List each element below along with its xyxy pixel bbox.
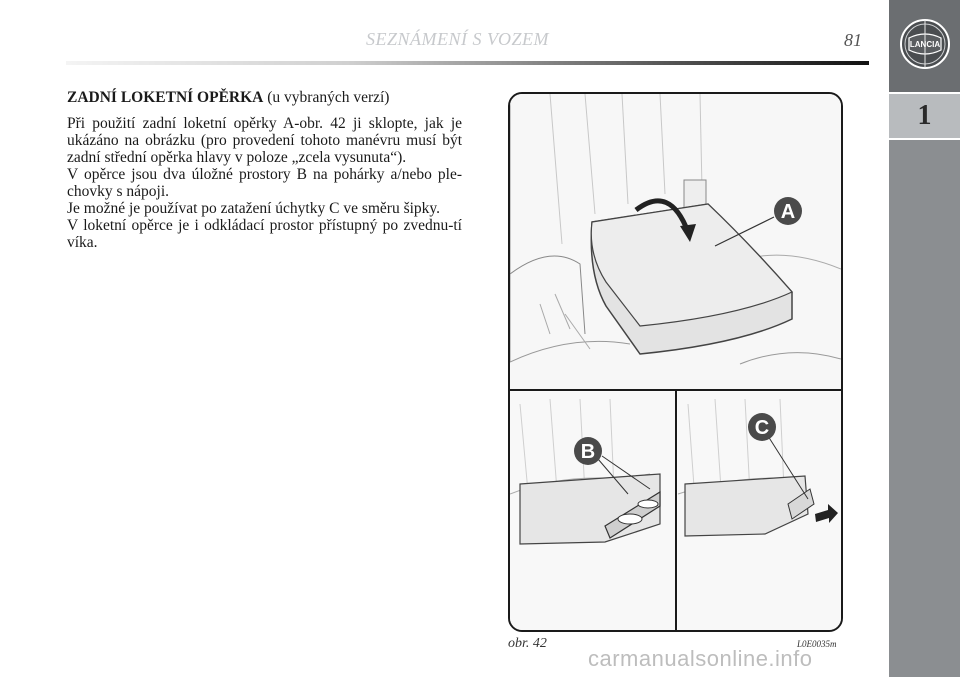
svg-text:B: B xyxy=(580,441,596,463)
svg-text:LANCIA: LANCIA xyxy=(909,40,941,49)
header-divider xyxy=(66,61,869,65)
svg-text:A: A xyxy=(780,201,796,223)
chapter-side-tab xyxy=(889,0,960,677)
figure-illustration xyxy=(508,92,843,632)
paragraph: Při použití zadní loketní opěrky A-obr. 42 ji sklopte, jak je ukázáno na obrázku (pro provedení tohoto manévru musí být zadní střední opěrka hlavy v poloze „zcela vysunuta“). xyxy=(67,115,462,166)
page-number: 81 xyxy=(844,30,862,50)
paragraph: Je možné je používat po zatažení úchytky C ve směru šipky. xyxy=(67,200,441,217)
figure-code: L0E0035m xyxy=(797,639,837,649)
svg-text:C: C xyxy=(754,417,770,439)
header-title: SEZNÁMENÍ S VOZEM xyxy=(366,29,549,49)
logo-box xyxy=(889,0,960,94)
section-title xyxy=(67,89,462,106)
section-text xyxy=(67,89,462,251)
figure-caption: obr. 42 xyxy=(508,636,547,651)
section-body xyxy=(67,115,462,251)
armrest-illustration xyxy=(510,94,841,630)
chapter-number: 1 xyxy=(917,100,932,131)
section-title-main: ZADNÍ LOKETNÍ OPĚRKA xyxy=(67,89,264,106)
section-title-suffix: (u vybraných verzí) xyxy=(267,89,390,106)
paragraph: V loketní opěrce je i odkládací prostor přístupný po zvednu-tí víka. xyxy=(67,217,462,251)
paragraph: V opěrce jsou dva úložné prostory B na pohárky a/nebo ple-chovky s nápoji. xyxy=(67,166,462,200)
watermark: carmanualsonline.info xyxy=(588,646,813,671)
chapter-box xyxy=(889,94,960,140)
lancia-logo-icon xyxy=(899,10,951,80)
